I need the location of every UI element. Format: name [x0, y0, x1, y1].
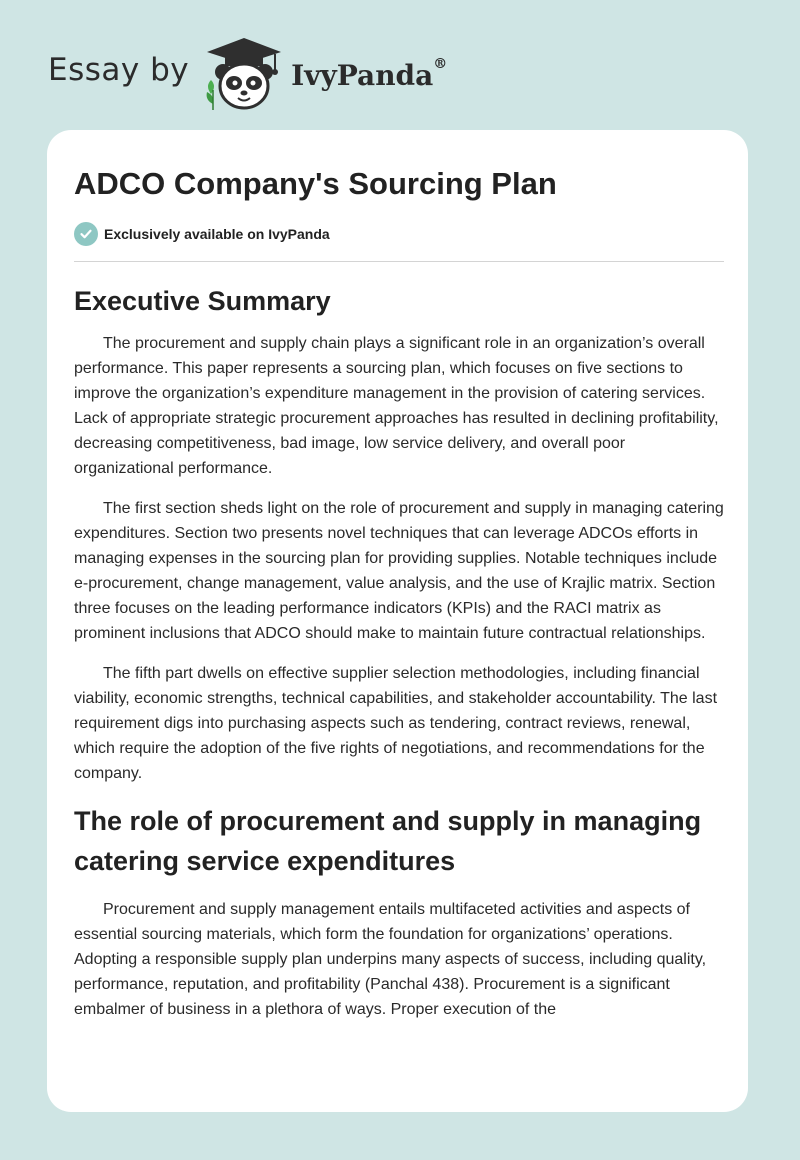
- essay-card: [47, 130, 748, 1112]
- paragraph: The procurement and supply chain plays a significant role in an organization’s overall performance. This paper represents a sourcing plan, which focuses on five sections to improve the organization’s expenditure management in the provision of catering services. Lack of appropriate strategic procurement approaches has resulted in declining profitability, decreasing competitiveness, bad image, low service delivery, and overall poor organizational performance.: [74, 335, 719, 477]
- brand-prefix: Essay by: [48, 52, 190, 88]
- paragraph: Procurement and supply management entails multifaceted activities and aspects of essential sourcing materials, which form the foundation for organizations’ operations. Adopting a responsible supply plan underpins many aspects of success, including quality, performance, reputation, and profitability (Panchal 438). Procurement is a significant embalmer of business in a plethora of ways. Proper execution of the: [74, 901, 707, 1018]
- badge-label: Exclusively available on IvyPanda: [104, 226, 330, 242]
- panda-logo-icon: [201, 34, 287, 114]
- section-heading: Executive Summary: [74, 286, 331, 316]
- check-icon: [74, 222, 98, 246]
- article-body: [74, 281, 724, 1037]
- section-heading: The role of procurement and supply in managing catering service expenditures: [74, 806, 702, 876]
- brand-name: IvyPanda®: [291, 56, 448, 92]
- paragraph: The first section sheds light on the role of procurement and supply in managing catering expenditures. Section two presents novel techniques that can leverage ADCOs efforts in managing expenses in the sourcing plan for providing supplies. Notable techniques include e-procurement, change management, value analysis, and the use of Krajlic matrix. Section three focuses on the leading performance indicators (KPIs) and the RACI matrix as prominent inclusions that ADCO should make to maintain future contractual relationships.: [74, 500, 724, 642]
- divider: [74, 261, 724, 262]
- page-title: ADCO Company's Sourcing Plan: [74, 166, 557, 201]
- exclusive-badge: [74, 222, 330, 246]
- paragraph: The fifth part dwells on effective supplier selection methodologies, including financial viability, economic strengths, technical capabilities, and stakeholder accountability. The last requirement digs into purchasing aspects such as tendering, contract reviews, renewal, which require the adoption of the five rights of negotiations, and recommendations for the company.: [74, 665, 718, 782]
- brand-header: [48, 34, 447, 114]
